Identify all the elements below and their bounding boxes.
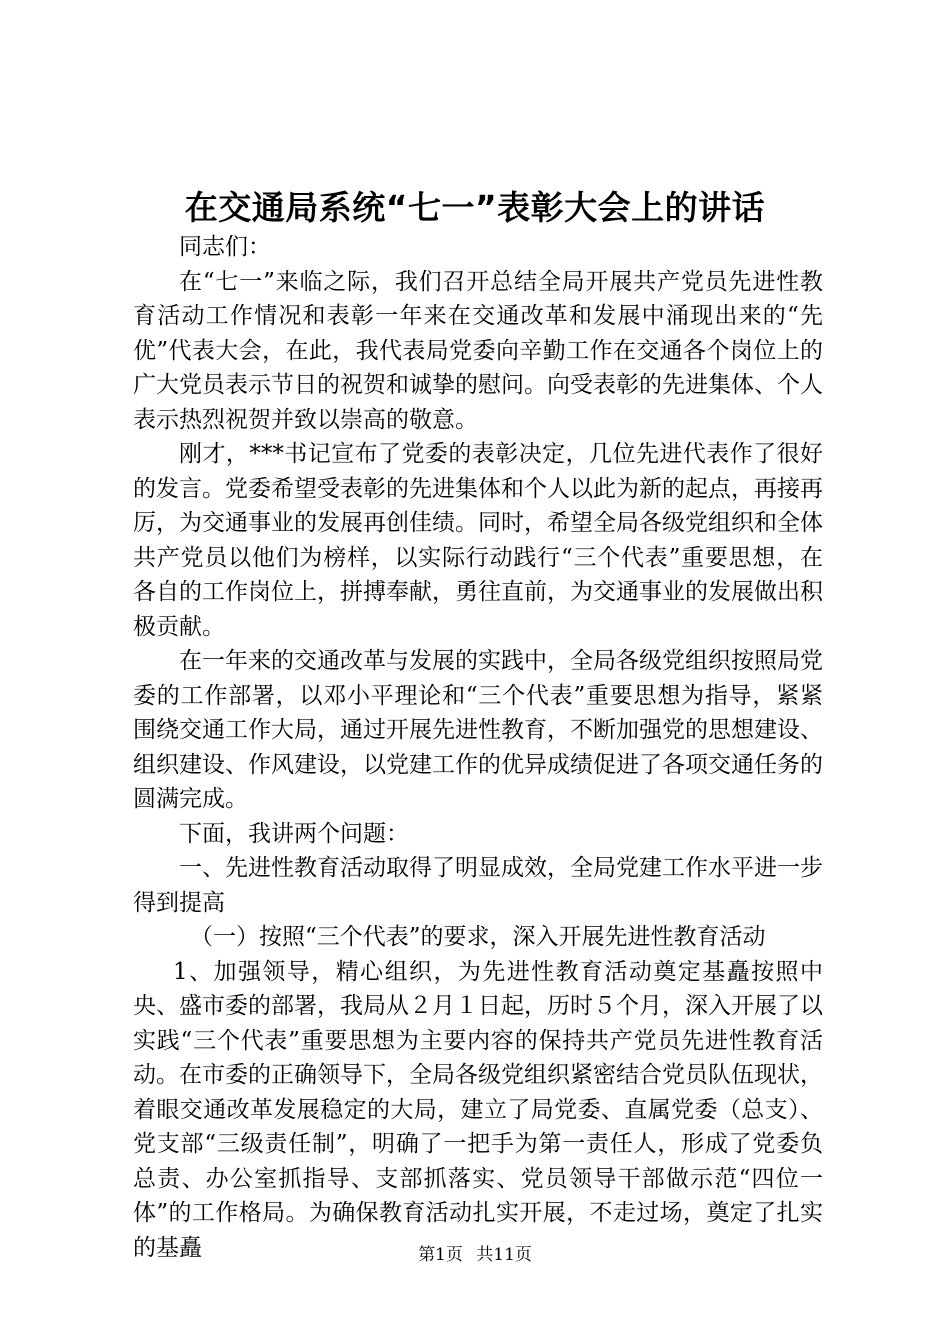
section-heading-1: 一、先进性教育活动取得了明显成效，全局党建工作水平进一步得到提高: [133, 855, 823, 916]
document-body: [133, 230, 823, 1265]
salutation: 同志们：: [179, 234, 271, 260]
page-total: 共11页: [476, 1245, 532, 1265]
paragraph-commendation: 刚才，***书记宣布了党委的表彰决定，几位先进代表作了很好的发言。党委希望受表彰的先进集体和个人以此为新的起点，再接再厉，为交通事业的发展再创佳绩。同时，希望全局各级党组织和全体共产党员以他们为榜样，以实际行动践行“三个代表”重要思想，在各自的工作岗位上，拼搏奉献，勇往直前，为交通事业的发展做出积极贡献。: [133, 441, 823, 640]
paragraph-outline: 下面，我讲两个问题：: [179, 820, 409, 847]
page-footer: [0, 1242, 950, 1268]
page-number: 第1页: [418, 1245, 463, 1265]
paragraph-leadership: 1、加强领导，精心组织，为先进性教育活动奠定基矗按照中央、盛市委的部署，我局从２月１日起，历时５个月，深入开展了以实践“三个代表”重要思想为主要内容的保持共产党员先进性教育活动。在市委的正确领导下，全局各级党组织紧密结合党员队伍现状，着眼交通改革发展稳定的大局，建立了局党委、直属党委（总支）、党支部“三级责任制”，明确了一把手为第一责任人，形成了党委负总责、办公室抓指导、支部抓落实、党员领导干部做示范“四位一体”的工作格局。为确保教育活动扎实开展，不走过场，奠定了扎实的基矗: [133, 958, 823, 1261]
paragraph-opening: 在“七一”来临之际，我们召开总结全局开展共产党员先进性教育活动工作情况和表彰一年来在交通改革和发展中涌现出来的“先优”代表大会，在此，我代表局党委向辛勤工作在交通各个岗位上的广大党员表示节日的祝贺和诚挚的慰问。向受表彰的先进集体、个人表示热烈祝贺并致以崇高的敬意。: [133, 268, 823, 433]
document-title: 在交通局系统“七一”表彰大会上的讲话: [184, 188, 766, 227]
paragraph-practice: 在一年来的交通改革与发展的实践中，全局各级党组织按照局党委的工作部署，以邓小平理论和“三个代表”重要思想为指导，紧紧围绕交通工作大局，通过开展先进性教育，不断加强党的思想建设、组织建设、作风建设，以党建工作的优异成绩促进了各项交通任务的圆满完成。: [133, 648, 823, 812]
subsection-heading-1: （一）按照“三个代表”的要求，深入开展先进性教育活动: [190, 924, 766, 950]
